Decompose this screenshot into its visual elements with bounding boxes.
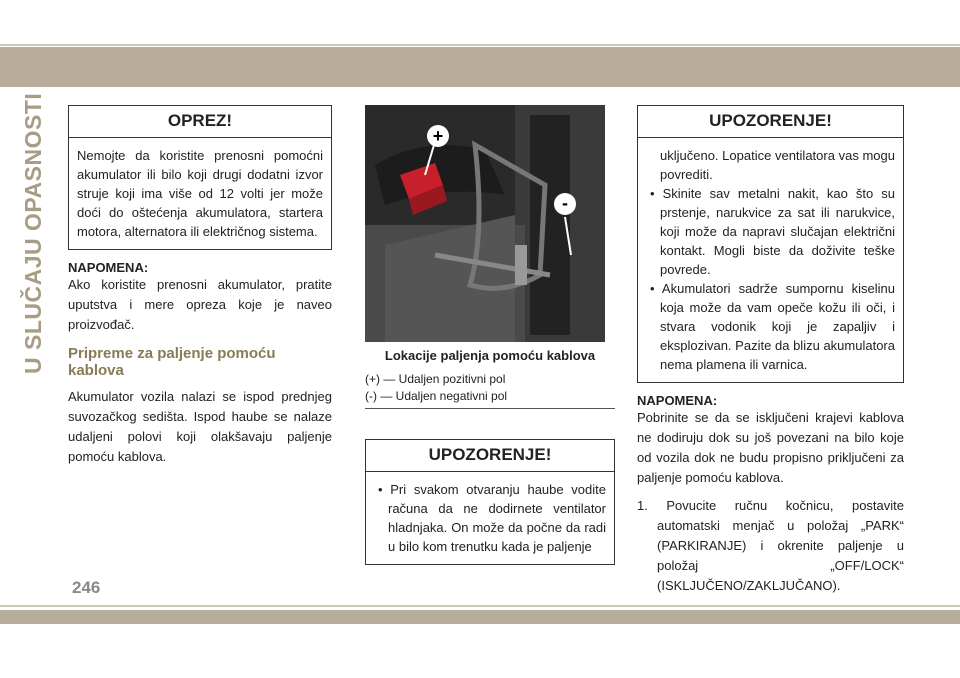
header-band-line bbox=[0, 44, 960, 46]
warning-box-right bbox=[637, 105, 904, 383]
warning-title-middle: UPOZORENJE! bbox=[366, 440, 614, 472]
legend-positive: (+) — Udaljen pozitivni pol bbox=[365, 372, 506, 386]
header-band bbox=[0, 47, 960, 87]
engine-bay-illustration bbox=[365, 105, 605, 342]
note-text-right: Pobrinite se da se isključeni krajevi kablova ne dodiruju dok su još povezani na bilo koje od vozila dok ne budu propisno priključeni za paljenje pomoću kablova. bbox=[637, 410, 904, 485]
note-heading: NAPOMENA: bbox=[68, 260, 149, 275]
photo-caption: Lokacije paljenja pomoću kablova bbox=[384, 348, 596, 363]
caution-title: OPREZ! bbox=[69, 106, 331, 138]
note-heading-right: NAPOMENA: bbox=[637, 393, 718, 408]
warning-title-right: UPOZORENJE! bbox=[638, 106, 903, 138]
warning-body-right bbox=[638, 138, 903, 382]
warning-bullet-fan: • Pri svakom otvaranju haube vodite računa da ne dodirnete ventilator hladnjaka. On može da počne da radi u bilo kom trenutku kada je paljenje bbox=[378, 482, 606, 554]
column-right bbox=[637, 105, 904, 596]
minus-marker: - bbox=[554, 193, 576, 215]
side-section-title: U SLUČAJU OPASNOSTI bbox=[20, 92, 46, 374]
section-text: Akumulator vozila nalazi se ispod prednjeg suvozačkog sedišta. Ispod haube se nalaze udaljeni polovi koji olakšavaju paljenje pomoću kablova. bbox=[68, 389, 332, 464]
caution-box bbox=[68, 105, 332, 250]
footer-band bbox=[0, 610, 960, 624]
column-left bbox=[68, 105, 332, 467]
photo-legend bbox=[365, 371, 615, 409]
warning-bullet-acid: • Akumulatori sadrže sumpornu kiselinu koja može da vam opeče kožu ili oči, i stvara vodonik koji je zapaljiv i eksplozivan. Pazite da blizu akumulatora nema plamena ili varnica. bbox=[650, 281, 895, 372]
page-number: 246 bbox=[72, 578, 101, 597]
steps-list bbox=[637, 496, 904, 596]
note-text: Ako koristite prenosni akumulator, pratite uputstva i mere opreza koje je naveo proizvođač. bbox=[68, 277, 332, 332]
plus-marker: + bbox=[427, 125, 449, 147]
column-middle bbox=[365, 105, 615, 565]
warning-body-middle bbox=[366, 472, 614, 564]
warning-continuation: uključeno. Lopatice ventilatora vas mogu povrediti. bbox=[660, 148, 895, 182]
warning-box-middle bbox=[365, 439, 615, 565]
warning-bullet-jewelry: • Skinite sav metalni nakit, kao što su prstenje, narukvice za sat ili narukvice, koji može da napravi slučajan električni kontakt. Mogli biste da doživite teške povrede. bbox=[650, 186, 895, 277]
section-heading: Pripreme za paljenje pomoću kablova bbox=[68, 345, 276, 379]
caution-text: Nemojte da koristite prenosni pomoćni akumulator ili bilo koji drugi dodatni izvor struje koji ima više od 12 volti jer može doći do oštećenja akumulatora, startera motora, alternatora ili električnog sistema. bbox=[77, 148, 323, 239]
engine-bay-photo bbox=[365, 105, 605, 342]
legend-negative: (-) — Udaljen negativni pol bbox=[365, 389, 508, 403]
step-1: 1. Povucite ručnu kočnicu, postavite automatski menjač u položaj „PARK“ (PARKIRANJE) i okrenite paljenje u položaj „OFF/LOCK“ (ISKLJUČENO/ZAKLJUČANO). bbox=[637, 498, 904, 593]
footer-band-line bbox=[0, 605, 960, 607]
